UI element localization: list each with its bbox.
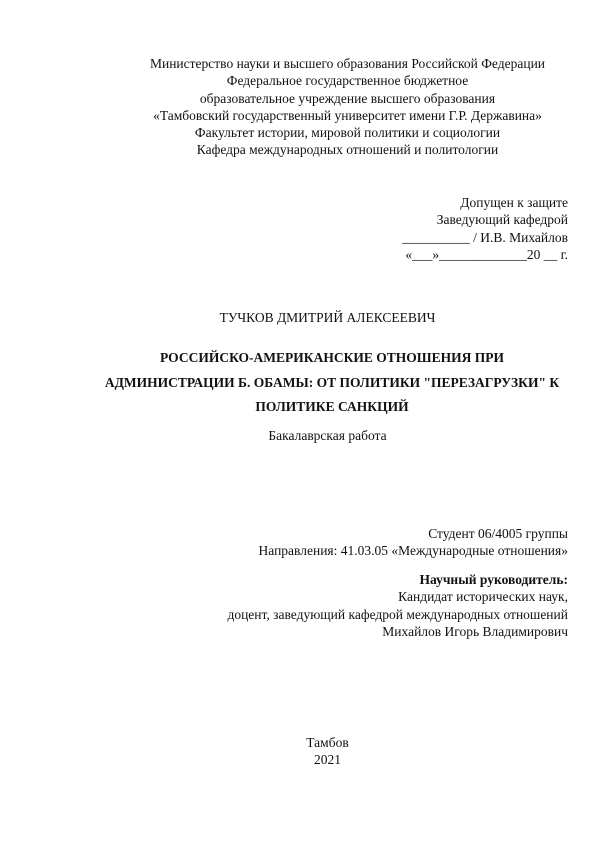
approval-status: Допущен к защите [460,195,568,210]
institution-header [100,55,595,159]
advisor-degree: Кандидат исторических наук, [398,589,568,605]
thesis-title-line-3: ПОЛИТИКЕ САНКЦИЙ [255,399,409,414]
student-direction: Направления: 41.03.05 «Международные отношения» [258,543,568,559]
footer [200,734,455,769]
student-group: Студент 06/4005 группы [428,526,568,541]
approval-role: Заведующий кафедрой [436,212,568,228]
university-name-line: «Тамбовский государственный университет имени Г.Р. Державина» [153,107,542,123]
student-info [200,525,568,560]
author-name: ТУЧКОВ ДМИТРИЙ АЛЕКСЕЕВИЧ [219,310,436,325]
footer-city: Тамбов [306,735,349,750]
advisor-name: Михайлов Игорь Владимирович [382,623,568,639]
advisor-label: Научный руководитель: [419,572,568,587]
advisor-position: доцент, заведующий кафедрой международных отношений [227,606,568,622]
approval-signature-line: __________ / И.В. Михайлов [402,229,568,245]
institution-education-line: образовательное учреждение высшего образования [199,90,496,106]
thesis-title [70,346,594,420]
institution-type-line: Федеральное государственное бюджетное [226,73,469,89]
thesis-title-line-2: АДМИНИСТРАЦИИ Б. ОБАМЫ: ОТ ПОЛИТИКИ "ПЕРЕЗАГРУЗКИ" К [104,374,560,390]
thesis-title-line-1: РОССИЙСКО-АМЕРИКАНСКИЕ ОТНОШЕНИЯ ПРИ [160,350,504,365]
advisor-info [150,571,568,640]
approval-block [300,194,568,263]
footer-year: 2021 [314,752,341,768]
ministry-line: Министерство науки и высшего образования Российской Федерации [149,56,546,71]
department-line: Кафедра международных отношений и политологии [196,142,499,158]
work-type: Бакалаврская работа [268,428,387,443]
approval-date-line: «___»_____________20 __ г. [405,246,568,262]
faculty-line: Факультет истории, мировой политики и социологии [194,125,501,141]
